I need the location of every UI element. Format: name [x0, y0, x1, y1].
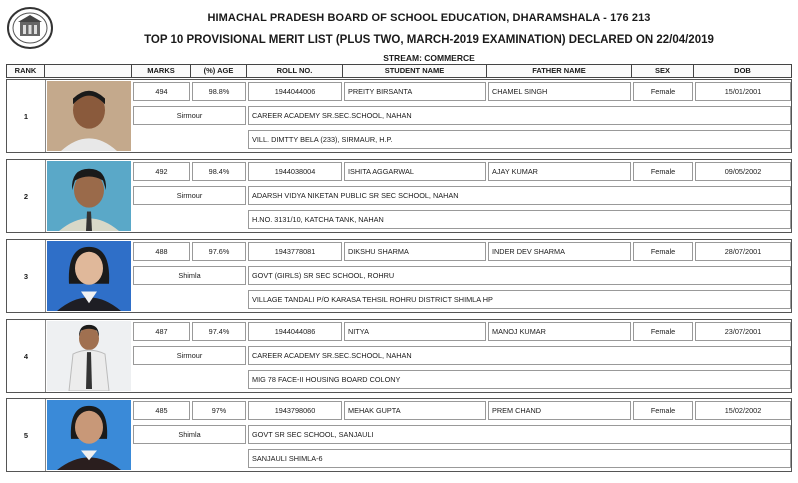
marks-cell: 494: [133, 82, 190, 101]
rank-cell: 5: [7, 399, 46, 471]
stream-label: STREAM: COMMERCE: [383, 53, 475, 63]
dob-cell: 15/02/2002: [695, 401, 791, 420]
percent-cell: 98.4%: [192, 162, 246, 181]
dob-cell: 09/05/2002: [695, 162, 791, 181]
percent-cell: 98.8%: [192, 82, 246, 101]
roll-no-cell: 1943778081: [248, 242, 342, 261]
column-photo: [45, 65, 132, 77]
marks-cell: 487: [133, 322, 190, 341]
column-roll-no: ROLL NO.: [247, 65, 343, 77]
district-cell: Sirmour: [133, 186, 246, 205]
school-cell: CAREER ACADEMY SR.SEC.SCHOOL, NAHAN: [248, 346, 791, 365]
roll-no-cell: 1944044086: [248, 322, 342, 341]
rank-cell: 4: [7, 320, 46, 392]
roll-no-cell: 1944044006: [248, 82, 342, 101]
rank-cell: 3: [7, 240, 46, 312]
student-block: [6, 398, 792, 472]
percent-cell: 97.4%: [192, 322, 246, 341]
column-father-name: FATHER NAME: [487, 65, 632, 77]
column-percent: (%) AGE: [191, 65, 247, 77]
father-name-cell: MANOJ KUMAR: [488, 322, 631, 341]
roll-no-cell: 1943798060: [248, 401, 342, 420]
student-block: [6, 319, 792, 393]
sex-cell: Female: [633, 401, 693, 420]
father-name-cell: CHAMEL SINGH: [488, 82, 631, 101]
column-dob: DOB: [734, 66, 751, 75]
district-cell: Sirmour: [133, 346, 246, 365]
district-cell: Sirmour: [133, 106, 246, 125]
school-cell: GOVT SR SEC SCHOOL, SANJAULI: [248, 425, 791, 444]
dob-cell: 28/07/2001: [695, 242, 791, 261]
father-name-cell: INDER DEV SHARMA: [488, 242, 631, 261]
student-block: [6, 239, 792, 313]
father-name-cell: PREM CHAND: [488, 401, 631, 420]
sex-cell: Female: [633, 242, 693, 261]
address-cell: VILL. DIMTTY BELA (233), SIRMAUR, H.P.: [248, 130, 791, 149]
percent-cell: 97%: [192, 401, 246, 420]
roll-no-cell: 1944038004: [248, 162, 342, 181]
board-title: HIMACHAL PRADESH BOARD OF SCHOOL EDUCATION, DHARAMSHALA - 176 213: [207, 12, 651, 24]
student-name-cell: MEHAK GUPTA: [344, 401, 486, 420]
dob-cell: 23/07/2001: [695, 322, 791, 341]
address-cell: H.NO. 3131/10, KATCHA TANK, NAHAN: [248, 210, 791, 229]
address-cell: VILLAGE TANDALI P/O KARASA TEHSIL ROHRU DISTRICT SHIMLA HP: [248, 290, 791, 309]
table-header: [6, 64, 792, 78]
student-name-cell: NITYA: [344, 322, 486, 341]
district-cell: Shimla: [133, 425, 246, 444]
student-photo: [47, 81, 131, 151]
student-photo: [47, 321, 131, 391]
student-photo: [47, 241, 131, 311]
school-cell: ADARSH VIDYA NIKETAN PUBLIC SR SEC SCHOOL, NAHAN: [248, 186, 791, 205]
district-cell: Shimla: [133, 266, 246, 285]
percent-cell: 97.6%: [192, 242, 246, 261]
marks-cell: 485: [133, 401, 190, 420]
column-sex: SEX: [632, 65, 694, 77]
board-logo: [6, 6, 54, 50]
merit-list-title: TOP 10 PROVISIONAL MERIT LIST (PLUS TWO, MARCH-2019 EXAMINATION) DECLARED ON 22/04/2019: [144, 34, 714, 46]
marks-cell: 492: [133, 162, 190, 181]
column-marks: MARKS: [132, 65, 191, 77]
marks-cell: 488: [133, 242, 190, 261]
sex-cell: Female: [633, 162, 693, 181]
sex-cell: Female: [633, 322, 693, 341]
student-name-cell: ISHITA AGGARWAL: [344, 162, 486, 181]
school-cell: GOVT (GIRLS) SR SEC SCHOOL, ROHRU: [248, 266, 791, 285]
student-name-cell: PREITY BIRSANTA: [344, 82, 486, 101]
sex-cell: Female: [633, 82, 693, 101]
address-cell: MIG 78 FACE-II HOUSING BOARD COLONY: [248, 370, 791, 389]
rank-cell: 1: [7, 80, 46, 152]
rank-cell: 2: [7, 160, 46, 232]
student-block: [6, 159, 792, 233]
school-cell: CAREER ACADEMY SR.SEC.SCHOOL, NAHAN: [248, 106, 791, 125]
student-photo: [47, 400, 131, 470]
column-student-name: STUDENT NAME: [343, 65, 487, 77]
student-name-cell: DIKSHU SHARMA: [344, 242, 486, 261]
father-name-cell: AJAY KUMAR: [488, 162, 631, 181]
column-rank: RANK: [7, 65, 45, 77]
address-cell: SANJAULI SHIMLA-6: [248, 449, 791, 468]
student-block: [6, 79, 792, 153]
dob-cell: 15/01/2001: [695, 82, 791, 101]
student-photo: [47, 161, 131, 231]
